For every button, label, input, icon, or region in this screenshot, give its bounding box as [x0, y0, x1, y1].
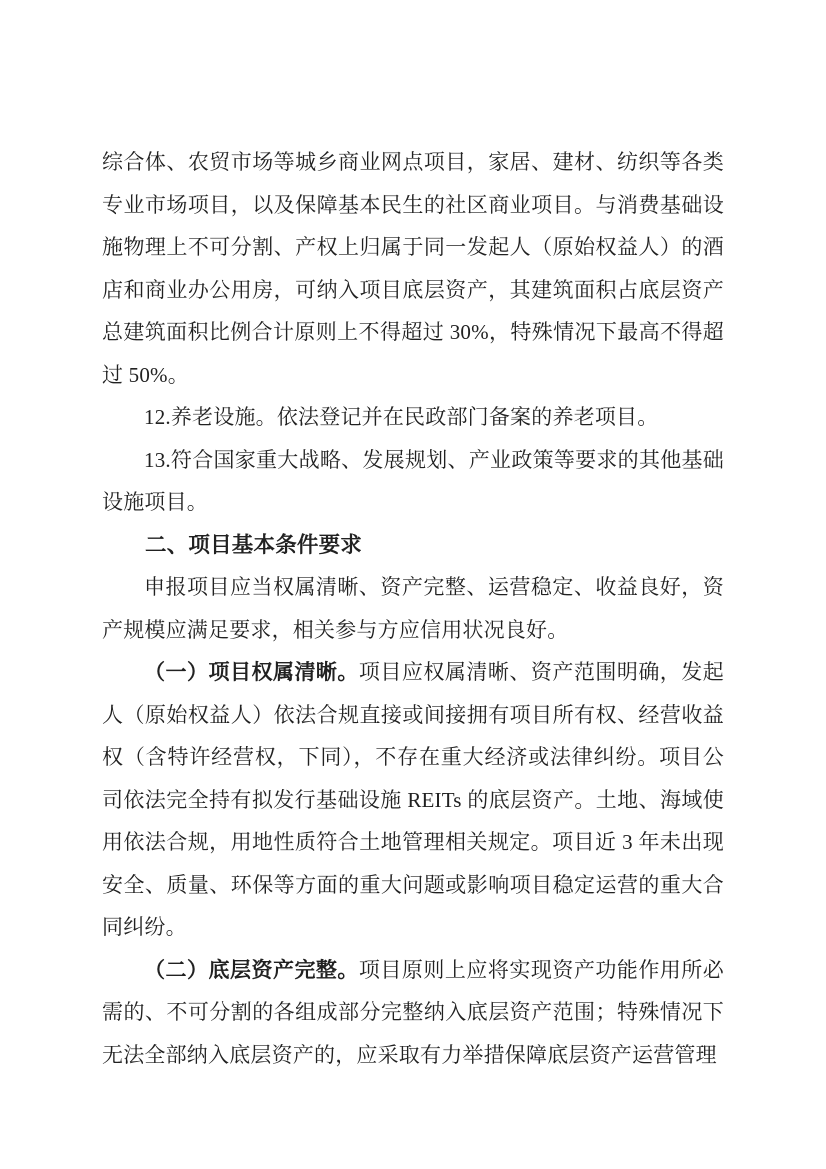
section-heading: 二、项目基本条件要求 — [145, 532, 363, 557]
paragraph: 综合体、农贸市场等城乡商业网点项目，家居、建材、纺织等各类专业市场项目，以及保障基本民生的社区商业项目。与消费基础设施物理上不可分割、产权上归属于同一发起人（原始权益人）的酒店和商业办公用房，可纳入项目底层资产，其建筑面积占底层资产总建筑面积比例合计原则上不得超过 30%，特殊情况下最高不得超过 50%。 — [102, 150, 724, 387]
document-content — [102, 141, 724, 1076]
paragraph: 12.养老设施。依法登记并在民政部门备案的养老项目。 — [144, 405, 659, 429]
paragraph: 申报项目应当权属清晰、资产完整、运营稳定、收益良好，资产规模应满足要求，相关参与方应信用状况良好。 — [102, 575, 724, 642]
paragraph: （二）底层资产完整。项目原则上应将实现资产功能作用所必需的、不可分割的各组成部分完整纳入底层资产范围；特殊情况下无法全部纳入底层资产的，应采取有力举措保障底层资产运营管理 — [102, 957, 724, 1067]
paragraph-lead: （二）底层资产完整。 — [144, 957, 359, 982]
paragraph: 13.符合国家重大战略、发展规划、产业政策等要求的其他基础设施项目。 — [102, 447, 724, 514]
paragraph: （一）项目权属清晰。项目应权属清晰、资产范围明确，发起人（原始权益人）依法合规直接或间接拥有项目所有权、经营收益权（含特许经营权，下同），不存在重大经济或法律纠纷。项目公司依法完全持有拟发行基础设施 REITs 的底层资产。土地、海域使用依法合规，用地性质符合土地管理相关规定。项目近 3 年未出现安全、质量、环保等方面的重大问题或影响项目稳定运营的重大合同纠纷。 — [102, 660, 724, 939]
paragraph-lead: （一）项目权属清晰。 — [144, 660, 359, 684]
